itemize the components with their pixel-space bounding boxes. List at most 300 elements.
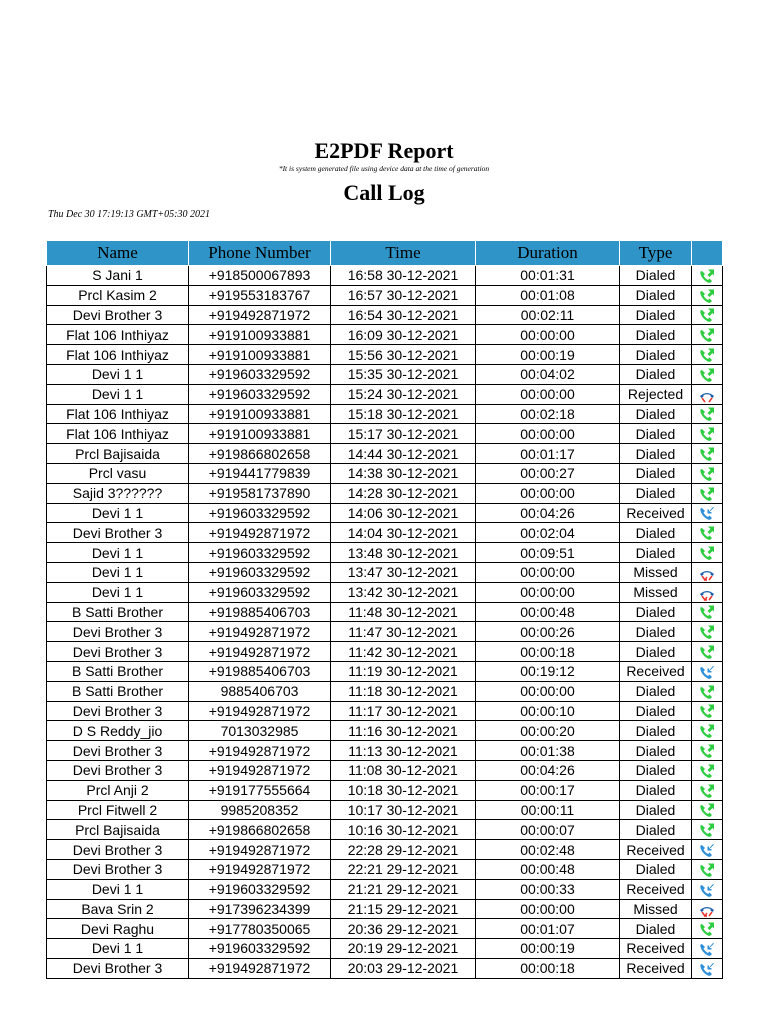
cell-name: Prcl vasu	[47, 463, 189, 483]
cell-name: B Satti Brother	[47, 602, 189, 622]
cell-type: Received	[620, 503, 692, 523]
cell-phone: 9885406703	[189, 681, 331, 701]
cell-type: Dialed	[620, 602, 692, 622]
table-row	[47, 840, 723, 860]
cell-type-icon	[692, 364, 723, 384]
cell-type: Received	[620, 879, 692, 899]
cell-type-icon	[692, 642, 723, 662]
outgoing-call-icon	[698, 723, 716, 740]
cell-name: Devi Raghu	[47, 919, 189, 939]
cell-name: D S Reddy_jio	[47, 721, 189, 741]
cell-type: Dialed	[620, 780, 692, 800]
cell-type: Dialed	[620, 444, 692, 464]
cell-name: S Jani 1	[47, 266, 189, 286]
table-row	[47, 879, 723, 899]
cell-type: Dialed	[620, 721, 692, 741]
cell-time: 10:16 30-12-2021	[331, 820, 476, 840]
cell-duration: 00:01:08	[476, 285, 620, 305]
table-row	[47, 503, 723, 523]
cell-type: Dialed	[620, 305, 692, 325]
outgoing-call-icon	[698, 862, 716, 879]
cell-type: Dialed	[620, 325, 692, 345]
cell-phone: +919603329592	[189, 384, 331, 404]
cell-time: 16:58 30-12-2021	[331, 266, 476, 286]
cell-time: 11:16 30-12-2021	[331, 721, 476, 741]
table-header-row	[47, 241, 723, 266]
cell-duration: 00:01:31	[476, 266, 620, 286]
cell-type-icon	[692, 741, 723, 761]
report-subtitle: *It is system generated file using device data at the time of generation	[278, 164, 490, 173]
cell-duration: 00:09:51	[476, 543, 620, 563]
cell-type-icon	[692, 582, 723, 602]
table-row	[47, 661, 723, 681]
missed-call-icon	[698, 585, 716, 602]
cell-time: 22:21 29-12-2021	[331, 859, 476, 879]
cell-type: Dialed	[620, 919, 692, 939]
cell-type-icon	[692, 780, 723, 800]
cell-type: Received	[620, 958, 692, 978]
outgoing-call-icon	[698, 486, 716, 503]
cell-duration: 00:02:11	[476, 305, 620, 325]
cell-type: Dialed	[620, 483, 692, 503]
cell-type-icon	[692, 463, 723, 483]
cell-name: Devi 1 1	[47, 503, 189, 523]
cell-duration: 00:00:20	[476, 721, 620, 741]
report-title: E2PDF Report	[314, 138, 454, 163]
outgoing-call-icon	[698, 545, 716, 562]
cell-time: 13:42 30-12-2021	[331, 582, 476, 602]
cell-type: Missed	[620, 562, 692, 582]
outgoing-call-icon	[698, 525, 716, 542]
cell-name: Prcl Bajisaida	[47, 820, 189, 840]
cell-name: B Satti Brother	[47, 681, 189, 701]
outgoing-call-icon	[698, 604, 716, 621]
cell-type: Dialed	[620, 642, 692, 662]
incoming-call-icon	[698, 882, 716, 899]
outgoing-call-icon	[698, 466, 716, 483]
cell-type-icon	[692, 404, 723, 424]
cell-phone: +919492871972	[189, 622, 331, 642]
table-row	[47, 562, 723, 582]
cell-phone: +919492871972	[189, 859, 331, 879]
generated-date: Thu Dec 30 17:19:13 GMT+05:30 2021	[48, 209, 211, 220]
cell-duration: 00:00:00	[476, 562, 620, 582]
table-row	[47, 483, 723, 503]
cell-phone: +919492871972	[189, 642, 331, 662]
header-time: Time	[331, 241, 476, 266]
table-row	[47, 384, 723, 404]
incoming-call-icon	[698, 664, 716, 681]
cell-phone: +919885406703	[189, 661, 331, 681]
outgoing-call-icon	[698, 703, 716, 720]
outgoing-call-icon	[698, 288, 716, 305]
outgoing-call-icon	[698, 921, 716, 938]
cell-type-icon	[692, 285, 723, 305]
cell-duration: 00:01:07	[476, 919, 620, 939]
cell-duration: 00:00:17	[476, 780, 620, 800]
cell-duration: 00:00:18	[476, 958, 620, 978]
header-icon	[692, 241, 723, 266]
cell-phone: +919100933881	[189, 345, 331, 365]
cell-duration: 00:04:02	[476, 364, 620, 384]
cell-phone: +919581737890	[189, 483, 331, 503]
cell-name: Devi 1 1	[47, 562, 189, 582]
cell-name: Prcl Fitwell 2	[47, 800, 189, 820]
cell-phone: +919603329592	[189, 562, 331, 582]
call-log-title: Call Log	[343, 180, 425, 205]
cell-type: Received	[620, 939, 692, 959]
outgoing-call-icon	[698, 644, 716, 661]
cell-type: Dialed	[620, 681, 692, 701]
cell-duration: 00:00:19	[476, 345, 620, 365]
cell-duration: 00:00:00	[476, 681, 620, 701]
cell-name: Devi Brother 3	[47, 701, 189, 721]
outgoing-call-icon	[698, 822, 716, 839]
cell-type-icon	[692, 820, 723, 840]
table-row	[47, 523, 723, 543]
cell-duration: 00:00:33	[476, 879, 620, 899]
cell-time: 11:47 30-12-2021	[331, 622, 476, 642]
cell-duration: 00:00:48	[476, 602, 620, 622]
cell-duration: 00:00:07	[476, 820, 620, 840]
cell-duration: 00:00:00	[476, 384, 620, 404]
cell-type-icon	[692, 345, 723, 365]
cell-time: 11:18 30-12-2021	[331, 681, 476, 701]
cell-phone: +919492871972	[189, 741, 331, 761]
cell-phone: +919866802658	[189, 820, 331, 840]
cell-duration: 00:04:26	[476, 503, 620, 523]
incoming-call-icon	[698, 961, 716, 978]
cell-name: Devi Brother 3	[47, 305, 189, 325]
cell-name: Bava Srin 2	[47, 899, 189, 919]
cell-phone: +919866802658	[189, 444, 331, 464]
outgoing-call-icon	[698, 743, 716, 760]
cell-type: Dialed	[620, 859, 692, 879]
cell-name: Devi Brother 3	[47, 859, 189, 879]
cell-time: 14:44 30-12-2021	[331, 444, 476, 464]
cell-time: 11:13 30-12-2021	[331, 741, 476, 761]
table-row	[47, 404, 723, 424]
cell-phone: +919492871972	[189, 701, 331, 721]
cell-phone: 7013032985	[189, 721, 331, 741]
cell-time: 11:48 30-12-2021	[331, 602, 476, 622]
cell-time: 11:17 30-12-2021	[331, 701, 476, 721]
cell-duration: 00:00:11	[476, 800, 620, 820]
table-row	[47, 463, 723, 483]
cell-phone: +919100933881	[189, 404, 331, 424]
cell-type: Dialed	[620, 266, 692, 286]
cell-phone: +919603329592	[189, 939, 331, 959]
cell-phone: +918500067893	[189, 266, 331, 286]
cell-type: Dialed	[620, 364, 692, 384]
cell-duration: 00:01:17	[476, 444, 620, 464]
cell-duration: 00:00:00	[476, 582, 620, 602]
outgoing-call-icon	[698, 347, 716, 364]
cell-type-icon	[692, 701, 723, 721]
cell-type-icon	[692, 523, 723, 543]
call-log-table	[46, 240, 723, 979]
cell-name: Devi 1 1	[47, 384, 189, 404]
cell-type: Dialed	[620, 424, 692, 444]
cell-type-icon	[692, 503, 723, 523]
cell-name: Devi 1 1	[47, 543, 189, 563]
table-body	[47, 266, 723, 979]
cell-time: 20:03 29-12-2021	[331, 958, 476, 978]
cell-phone: +919603329592	[189, 543, 331, 563]
cell-type: Dialed	[620, 345, 692, 365]
cell-phone: +919553183767	[189, 285, 331, 305]
table-row	[47, 859, 723, 879]
outgoing-call-icon	[698, 802, 716, 819]
outgoing-call-icon	[698, 406, 716, 423]
cell-duration: 00:02:48	[476, 840, 620, 860]
cell-type-icon	[692, 859, 723, 879]
cell-phone: +919441779839	[189, 463, 331, 483]
cell-time: 13:47 30-12-2021	[331, 562, 476, 582]
cell-phone: +919603329592	[189, 364, 331, 384]
cell-type-icon	[692, 424, 723, 444]
cell-duration: 00:00:48	[476, 859, 620, 879]
cell-name: Prcl Kasim 2	[47, 285, 189, 305]
cell-phone: +919885406703	[189, 602, 331, 622]
cell-time: 16:54 30-12-2021	[331, 305, 476, 325]
cell-type-icon	[692, 562, 723, 582]
cell-phone: +919177555664	[189, 780, 331, 800]
cell-phone: +919492871972	[189, 305, 331, 325]
report-header	[0, 136, 768, 208]
cell-type: Dialed	[620, 701, 692, 721]
cell-name: Devi 1 1	[47, 582, 189, 602]
cell-duration: 00:01:38	[476, 741, 620, 761]
table-row	[47, 939, 723, 959]
cell-type: Dialed	[620, 741, 692, 761]
missed-call-icon	[698, 565, 716, 582]
cell-time: 10:18 30-12-2021	[331, 780, 476, 800]
cell-name: Prcl Bajisaida	[47, 444, 189, 464]
table-row	[47, 760, 723, 780]
cell-type: Dialed	[620, 285, 692, 305]
cell-type: Rejected	[620, 384, 692, 404]
missed-call-icon	[698, 901, 716, 918]
cell-type: Dialed	[620, 800, 692, 820]
cell-type-icon	[692, 919, 723, 939]
cell-type: Dialed	[620, 760, 692, 780]
cell-phone: +919603329592	[189, 582, 331, 602]
cell-time: 22:28 29-12-2021	[331, 840, 476, 860]
cell-time: 21:21 29-12-2021	[331, 879, 476, 899]
cell-type-icon	[692, 266, 723, 286]
table-row	[47, 582, 723, 602]
incoming-call-icon	[698, 842, 716, 859]
table-row	[47, 444, 723, 464]
cell-duration: 00:00:26	[476, 622, 620, 642]
cell-type: Dialed	[620, 543, 692, 563]
cell-phone: +917780350065	[189, 919, 331, 939]
cell-time: 15:18 30-12-2021	[331, 404, 476, 424]
cell-name: Devi 1 1	[47, 879, 189, 899]
cell-time: 20:36 29-12-2021	[331, 919, 476, 939]
outgoing-call-icon	[698, 763, 716, 780]
cell-name: Prcl Anji 2	[47, 780, 189, 800]
table-row	[47, 681, 723, 701]
cell-time: 11:08 30-12-2021	[331, 760, 476, 780]
cell-phone: +917396234399	[189, 899, 331, 919]
cell-duration: 00:00:10	[476, 701, 620, 721]
cell-type-icon	[692, 840, 723, 860]
cell-duration: 00:00:27	[476, 463, 620, 483]
header-duration: Duration	[476, 241, 620, 266]
table-row	[47, 958, 723, 978]
cell-type: Missed	[620, 899, 692, 919]
cell-time: 14:38 30-12-2021	[331, 463, 476, 483]
table-row	[47, 364, 723, 384]
table-row	[47, 780, 723, 800]
cell-name: Flat 106 Inthiyaz	[47, 404, 189, 424]
cell-duration: 00:00:18	[476, 642, 620, 662]
cell-phone: +919603329592	[189, 879, 331, 899]
cell-type: Dialed	[620, 404, 692, 424]
outgoing-call-icon	[698, 783, 716, 800]
cell-time: 20:19 29-12-2021	[331, 939, 476, 959]
cell-duration: 00:00:00	[476, 424, 620, 444]
cell-type-icon	[692, 879, 723, 899]
table-row	[47, 345, 723, 365]
cell-time: 11:42 30-12-2021	[331, 642, 476, 662]
cell-name: Devi Brother 3	[47, 642, 189, 662]
rejected-call-icon	[698, 387, 716, 404]
header-type: Type	[620, 241, 692, 266]
cell-type: Missed	[620, 582, 692, 602]
table-row	[47, 820, 723, 840]
cell-type-icon	[692, 721, 723, 741]
cell-duration: 00:00:00	[476, 483, 620, 503]
cell-type: Received	[620, 661, 692, 681]
cell-phone: +919603329592	[189, 503, 331, 523]
cell-duration: 00:00:19	[476, 939, 620, 959]
cell-time: 10:17 30-12-2021	[331, 800, 476, 820]
header-phone: Phone Number	[189, 241, 331, 266]
cell-name: Devi Brother 3	[47, 523, 189, 543]
cell-phone: +919492871972	[189, 523, 331, 543]
table-row	[47, 899, 723, 919]
cell-name: Flat 106 Inthiyaz	[47, 345, 189, 365]
table-row	[47, 285, 723, 305]
table-row	[47, 602, 723, 622]
table-row	[47, 305, 723, 325]
cell-type-icon	[692, 681, 723, 701]
cell-type: Dialed	[620, 523, 692, 543]
cell-time: 15:17 30-12-2021	[331, 424, 476, 444]
cell-type-icon	[692, 305, 723, 325]
cell-name: Devi Brother 3	[47, 760, 189, 780]
cell-name: B Satti Brother	[47, 661, 189, 681]
table-row	[47, 800, 723, 820]
cell-name: Devi Brother 3	[47, 622, 189, 642]
outgoing-call-icon	[698, 367, 716, 384]
cell-time: 21:15 29-12-2021	[331, 899, 476, 919]
cell-type-icon	[692, 939, 723, 959]
cell-type-icon	[692, 899, 723, 919]
outgoing-call-icon	[698, 268, 716, 285]
cell-time: 15:56 30-12-2021	[331, 345, 476, 365]
cell-time: 11:19 30-12-2021	[331, 661, 476, 681]
table-row	[47, 266, 723, 286]
outgoing-call-icon	[698, 426, 716, 443]
cell-time: 16:57 30-12-2021	[331, 285, 476, 305]
cell-name: Sajid 3??????	[47, 483, 189, 503]
header-name: Name	[47, 241, 189, 266]
table-row	[47, 721, 723, 741]
incoming-call-icon	[698, 505, 716, 522]
cell-name: Flat 106 Inthiyaz	[47, 325, 189, 345]
cell-type: Dialed	[620, 820, 692, 840]
cell-duration: 00:00:00	[476, 325, 620, 345]
table-row	[47, 642, 723, 662]
cell-phone: +919100933881	[189, 325, 331, 345]
table-row	[47, 325, 723, 345]
cell-type-icon	[692, 622, 723, 642]
cell-duration: 00:04:26	[476, 760, 620, 780]
cell-duration: 00:00:00	[476, 899, 620, 919]
cell-time: 14:06 30-12-2021	[331, 503, 476, 523]
cell-type: Dialed	[620, 463, 692, 483]
cell-duration: 00:02:04	[476, 523, 620, 543]
incoming-call-icon	[698, 941, 716, 958]
cell-phone: +919100933881	[189, 424, 331, 444]
cell-type-icon	[692, 444, 723, 464]
cell-duration: 00:19:12	[476, 661, 620, 681]
cell-time: 14:04 30-12-2021	[331, 523, 476, 543]
outgoing-call-icon	[698, 446, 716, 463]
cell-time: 15:35 30-12-2021	[331, 364, 476, 384]
cell-type: Dialed	[620, 622, 692, 642]
cell-time: 15:24 30-12-2021	[331, 384, 476, 404]
cell-type-icon	[692, 958, 723, 978]
cell-type-icon	[692, 602, 723, 622]
table-row	[47, 622, 723, 642]
cell-name: Devi Brother 3	[47, 958, 189, 978]
table-row	[47, 701, 723, 721]
cell-phone: +919492871972	[189, 840, 331, 860]
table-row	[47, 543, 723, 563]
cell-phone: 9985208352	[189, 800, 331, 820]
outgoing-call-icon	[698, 684, 716, 701]
cell-phone: +919492871972	[189, 760, 331, 780]
table-row	[47, 741, 723, 761]
cell-type-icon	[692, 661, 723, 681]
outgoing-call-icon	[698, 624, 716, 641]
cell-name: Devi 1 1	[47, 364, 189, 384]
cell-name: Flat 106 Inthiyaz	[47, 424, 189, 444]
cell-type-icon	[692, 760, 723, 780]
cell-type-icon	[692, 483, 723, 503]
cell-type-icon	[692, 543, 723, 563]
cell-name: Devi Brother 3	[47, 840, 189, 860]
table-row	[47, 919, 723, 939]
cell-type: Received	[620, 840, 692, 860]
cell-name: Devi Brother 3	[47, 741, 189, 761]
cell-type-icon	[692, 384, 723, 404]
cell-duration: 00:02:18	[476, 404, 620, 424]
cell-time: 14:28 30-12-2021	[331, 483, 476, 503]
cell-type-icon	[692, 325, 723, 345]
cell-name: Devi 1 1	[47, 939, 189, 959]
cell-time: 16:09 30-12-2021	[331, 325, 476, 345]
table-row	[47, 424, 723, 444]
outgoing-call-icon	[698, 327, 716, 344]
cell-time: 13:48 30-12-2021	[331, 543, 476, 563]
cell-type-icon	[692, 800, 723, 820]
